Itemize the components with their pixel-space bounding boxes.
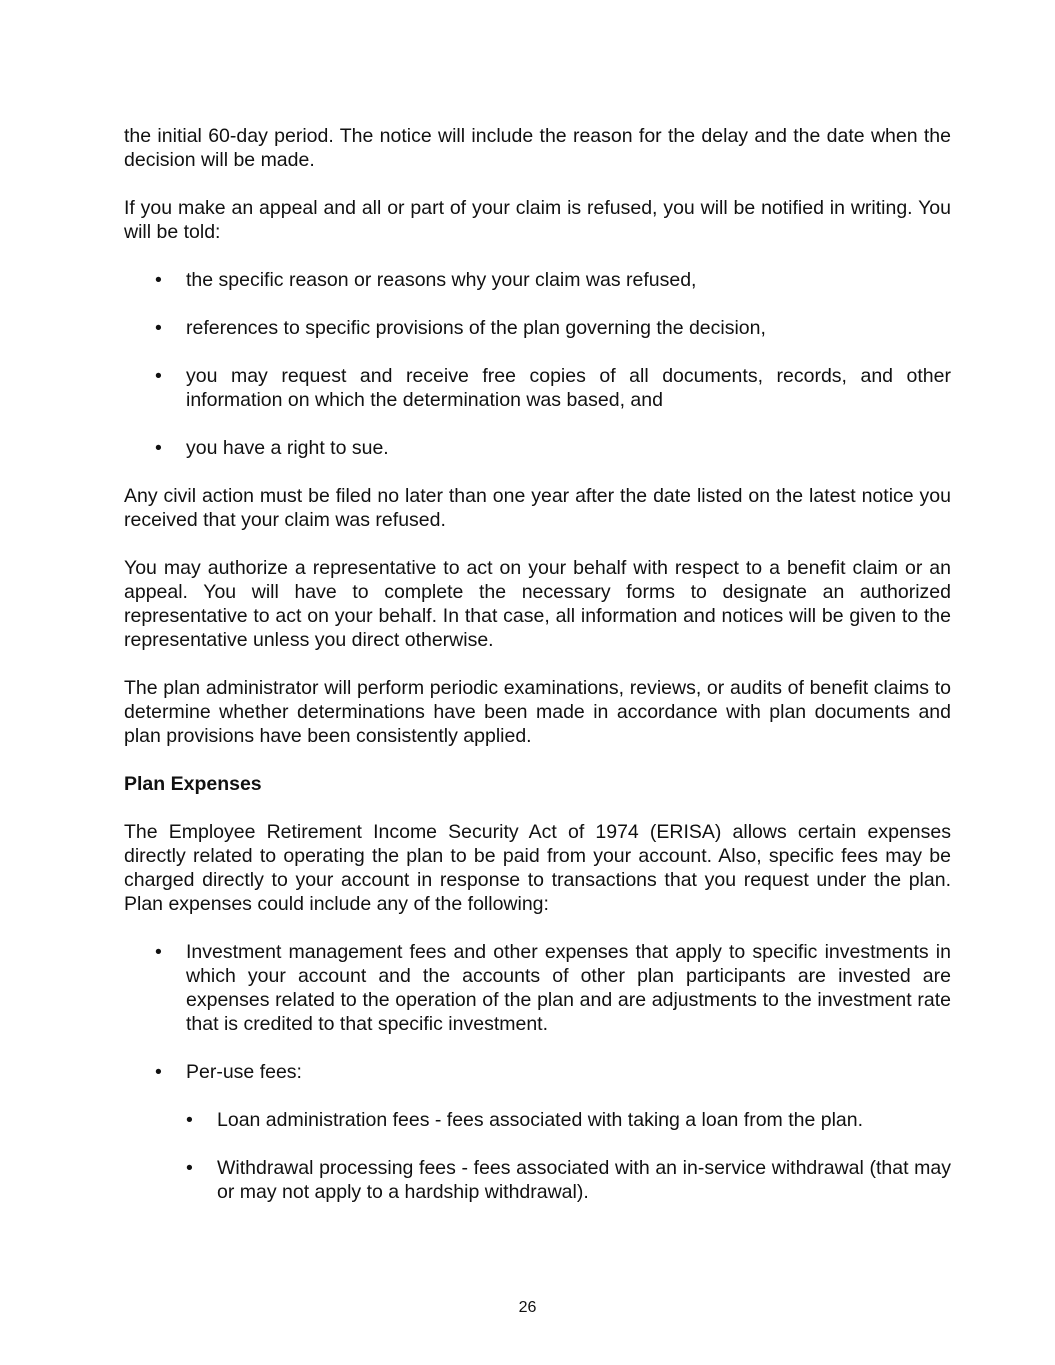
list-item-text: Withdrawal processing fees - fees associated with an in-service withdrawal (that may or may not apply to a hardship withdrawal). <box>217 1157 951 1203</box>
bullet-icon: • <box>155 941 162 963</box>
bullet-icon: • <box>155 317 162 339</box>
refusal-notice-list <box>124 268 951 460</box>
list-item <box>124 268 951 292</box>
list-item <box>124 1108 951 1132</box>
paragraph-erisa-expenses: The Employee Retirement Income Security Act of 1974 (ERISA) allows certain expenses directly related to operating the plan to be paid from your account. Also, specific fees may be charged directly to your account in response to transactions that you request under the plan. Plan expenses could include any of the following: <box>124 821 951 915</box>
bullet-icon: • <box>155 269 162 291</box>
list-item <box>124 1060 951 1084</box>
paragraph-audits: The plan administrator will perform periodic examinations, reviews, or audits of benefit claims to determine whether determinations have been made in accordance with plan documents and plan provisions have been consistently applied. <box>124 677 951 747</box>
list-item <box>124 1156 951 1204</box>
bullet-icon: • <box>155 365 162 387</box>
bullet-icon: • <box>186 1157 193 1179</box>
bullet-icon: • <box>186 1109 193 1131</box>
document-page <box>124 124 951 1228</box>
list-item-text: Loan administration fees - fees associated with taking a loan from the plan. <box>217 1109 864 1131</box>
list-item-text: you may request and receive free copies of all documents, records, and other information on which the determination was based, and <box>186 365 951 411</box>
list-item <box>124 436 951 460</box>
paragraph-initial-period: the initial 60-day period. The notice will include the reason for the delay and the date when the decision will be made. <box>124 125 951 171</box>
list-item <box>124 940 951 1036</box>
list-item-text: Per-use fees: <box>186 1061 302 1083</box>
section-heading-plan-expenses: Plan Expenses <box>124 773 262 795</box>
list-item-text: references to specific provisions of the plan governing the decision, <box>186 317 766 339</box>
paragraph-representative: You may authorize a representative to act on your behalf with respect to a benefit claim or an appeal. You will have to complete the necessary forms to designate an authorized representative to act on your behalf. In that case, all information and notices will be given to the representative unless you direct otherwise. <box>124 557 951 651</box>
plan-expenses-list <box>124 940 951 1084</box>
list-item <box>124 364 951 412</box>
paragraph-appeal-refused: If you make an appeal and all or part of your claim is refused, you will be notified in writing. You will be told: <box>124 197 951 243</box>
bullet-icon: • <box>155 437 162 459</box>
list-item-text: Investment management fees and other expenses that apply to specific investments in which your account and the accounts of other plan participants are invested are expenses related to the operation of the plan and are adjustments to the investment rate that is credited to that specific investment. <box>186 941 951 1035</box>
bullet-icon: • <box>155 1061 162 1083</box>
paragraph-civil-action: Any civil action must be filed no later than one year after the date listed on the latest notice you received that your claim was refused. <box>124 485 951 531</box>
page-number: 26 <box>518 1299 537 1316</box>
list-item-text: you have a right to sue. <box>186 437 389 459</box>
list-item-text: the specific reason or reasons why your claim was refused, <box>186 269 697 291</box>
list-item <box>124 316 951 340</box>
per-use-fees-list <box>124 1108 951 1204</box>
